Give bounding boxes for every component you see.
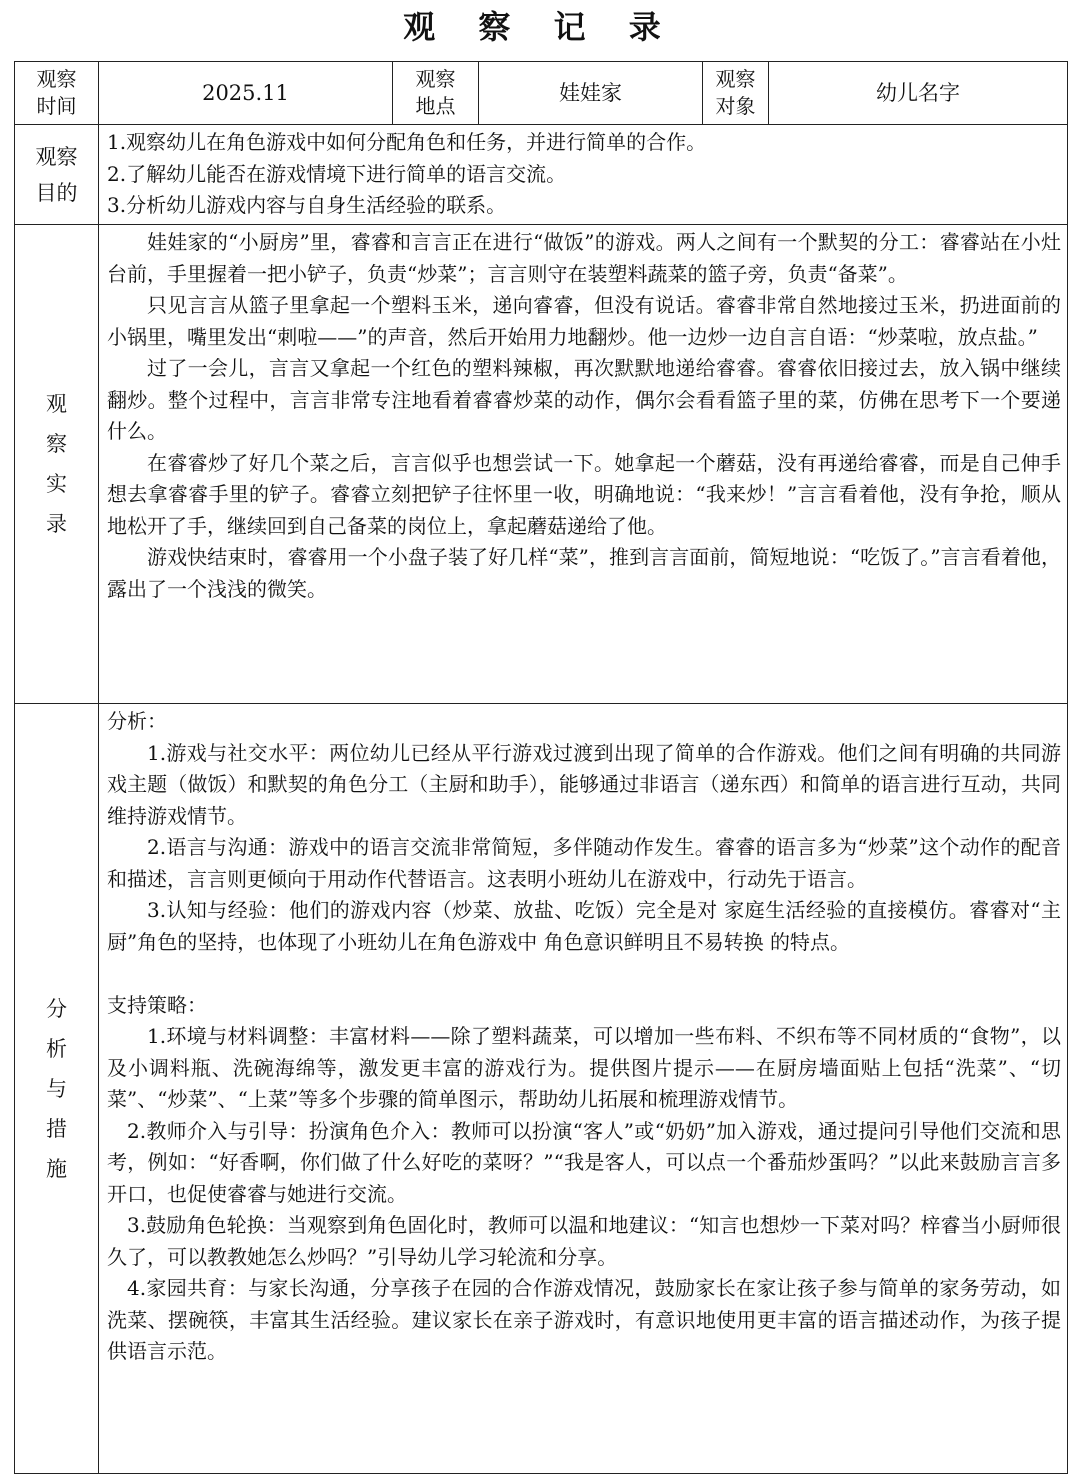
analysis-row	[15, 704, 1068, 1474]
record-paragraph: 只见言言从篮子里拿起一个塑料玉米，递向睿睿，但没有说话。睿睿非常自然地接过玉米，扔进面前的小锅里，嘴里发出“刺啦——”的声音，然后开始用力地翻炒。他一边炒一边自言自语：“炒菜啦，放点盐。”	[107, 293, 1061, 349]
strategy-heading: 支持策略：	[107, 992, 207, 1017]
analysis-item: 3.认知与经验：他们的游戏内容（炒菜、放盐、吃饭）完全是对 家庭生活经验的直接模仿。睿睿对“主厨”角色的坚持，也体现了小班幼儿在角色游戏中 角色意识鲜明且不易转换 的特点。	[107, 898, 1061, 954]
document-title: 观 察 记 录	[403, 8, 677, 46]
time-label-line: 观察	[36, 67, 77, 91]
analysis-label-char: 与	[46, 1076, 67, 1101]
purpose-item: 1.观察幼儿在角色游戏中如何分配角色和任务，并进行简单的合作。	[107, 130, 707, 154]
strategy-item: 3.鼓励角色轮换：当观察到角色固化时，教师可以温和地建议：“知言也想炒一下菜对吗？梓睿当小厨师很久了，可以教教她怎么炒吗？”引导幼儿学习轮流和分享。	[107, 1213, 1061, 1269]
header-row	[15, 62, 1068, 125]
purpose-label-line: 观察	[35, 144, 78, 169]
spacer	[107, 958, 1061, 990]
purpose-item: 3.分析幼儿游戏内容与自身生活经验的联系。	[107, 193, 507, 217]
record-paragraph: 过了一会儿，言言又拿起一个红色的塑料辣椒，再次默默地递给睿睿。睿睿依旧接过去，放入锅中继续翻炒。整个过程中，言言非常专注地看着睿睿炒菜的动作，偶尔会看看篮子里的菜，仿佛在思考下一个要递什么。	[107, 356, 1061, 443]
time-label-line: 时间	[36, 94, 77, 118]
analysis-label-char: 措	[46, 1116, 67, 1141]
place-label-cell	[393, 62, 479, 125]
subject-label-line: 对象	[715, 94, 756, 118]
subject-label-line: 观察	[715, 67, 756, 91]
time-value: 2025.11	[99, 62, 393, 125]
analysis-label-cell	[15, 704, 99, 1474]
record-label-char: 实	[46, 472, 67, 496]
analysis-label-char: 析	[46, 1036, 67, 1061]
time-label-cell	[15, 62, 99, 125]
observation-record-table	[14, 61, 1068, 1474]
analysis-item: 2.语言与沟通：游戏中的语言交流非常简短，多伴随动作发生。睿睿的语言多为“炒菜”这个动作的配音和描述，言言则更倾向于用动作代替语言。这表明小班幼儿在游戏中，行动先于语言。	[107, 835, 1061, 891]
record-label-char: 录	[46, 512, 67, 536]
purpose-row	[15, 125, 1068, 225]
subject-label-cell	[703, 62, 769, 125]
purpose-label-line: 目的	[35, 180, 78, 205]
analysis-label-char: 分	[46, 996, 67, 1021]
record-content	[99, 225, 1068, 704]
place-label-line: 地点	[415, 94, 456, 118]
analysis-label-char: 施	[46, 1156, 67, 1181]
record-row	[15, 225, 1068, 704]
place-label-line: 观察	[415, 67, 456, 91]
analysis-content	[99, 704, 1068, 1474]
analysis-heading: 分析：	[107, 709, 167, 733]
record-label-char: 观	[46, 392, 67, 416]
purpose-item: 2.了解幼儿能否在游戏情境下进行简单的语言交流。	[107, 161, 567, 186]
analysis-item: 1.游戏与社交水平：两位幼儿已经从平行游戏过渡到出现了简单的合作游戏。他们之间有明确的共同游戏主题（做饭）和默契的角色分工（主厨和助手），能够通过非语言（递东西）和简单的语言进行互动，共同维持游戏情节。	[107, 740, 1061, 828]
place-value: 娃娃家	[479, 62, 703, 125]
subject-value: 幼儿名字	[769, 62, 1068, 125]
record-label-cell	[15, 225, 99, 704]
record-label-char: 察	[46, 432, 67, 456]
record-paragraph: 游戏快结束时，睿睿用一个小盘子装了好几样“菜”，推到言言面前，简短地说：“吃饭了。”言言看着他，露出了一个浅浅的微笑。	[107, 545, 1061, 601]
purpose-label-cell	[15, 125, 99, 225]
strategy-item: 4.家园共育：与家长沟通，分享孩子在园的合作游戏情况，鼓励家长在家让孩子参与简单的家务劳动，如洗菜、摆碗筷，丰富其生活经验。建议家长在亲子游戏时，有意识地使用更丰富的语言描述动作，为孩子提供语言示范。	[107, 1276, 1061, 1363]
record-paragraph: 娃娃家的“小厨房”里，睿睿和言言正在进行“做饭”的游戏。两人之间有一个默契的分工：睿睿站在小灶台前，手里握着一把小铲子，负责“炒菜”；言言则守在装塑料蔬菜的篮子旁，负责“备菜”。	[107, 230, 1061, 286]
purpose-content	[99, 125, 1068, 225]
record-paragraph: 在睿睿炒了好几个菜之后，言言似乎也想尝试一下。她拿起一个蘑菇，没有再递给睿睿，而是自己伸手想去拿睿睿手里的铲子。睿睿立刻把铲子往怀里一收，明确地说：“我来炒！”言言看着他，没有争抢，顺从地松开了手，继续回到自己备菜的岗位上，拿起蘑菇递给了他。	[107, 450, 1061, 538]
strategy-item: 1.环境与材料调整：丰富材料——除了塑料蔬菜，可以增加一些布料、不织布等不同材质的“食物”，以及小调料瓶、洗碗海绵等，激发更丰富的游戏行为。提供图片提示——在厨房墙面贴上包括“洗菜”、“切菜”、“炒菜”、“上菜”等多个步骤的简单图示，帮助幼儿拓展和梳理游戏情节。	[107, 1024, 1061, 1111]
strategy-item: 2.教师介入与引导：扮演角色介入：教师可以扮演“客人”或“奶奶”加入游戏，通过提问引导他们交流和思考，例如：“好香啊，你们做了什么好吃的菜呀？”“我是客人，可以点一个番茄炒蛋吗？”以此来鼓励言言多开口，也促使睿睿与她进行交流。	[107, 1118, 1061, 1206]
